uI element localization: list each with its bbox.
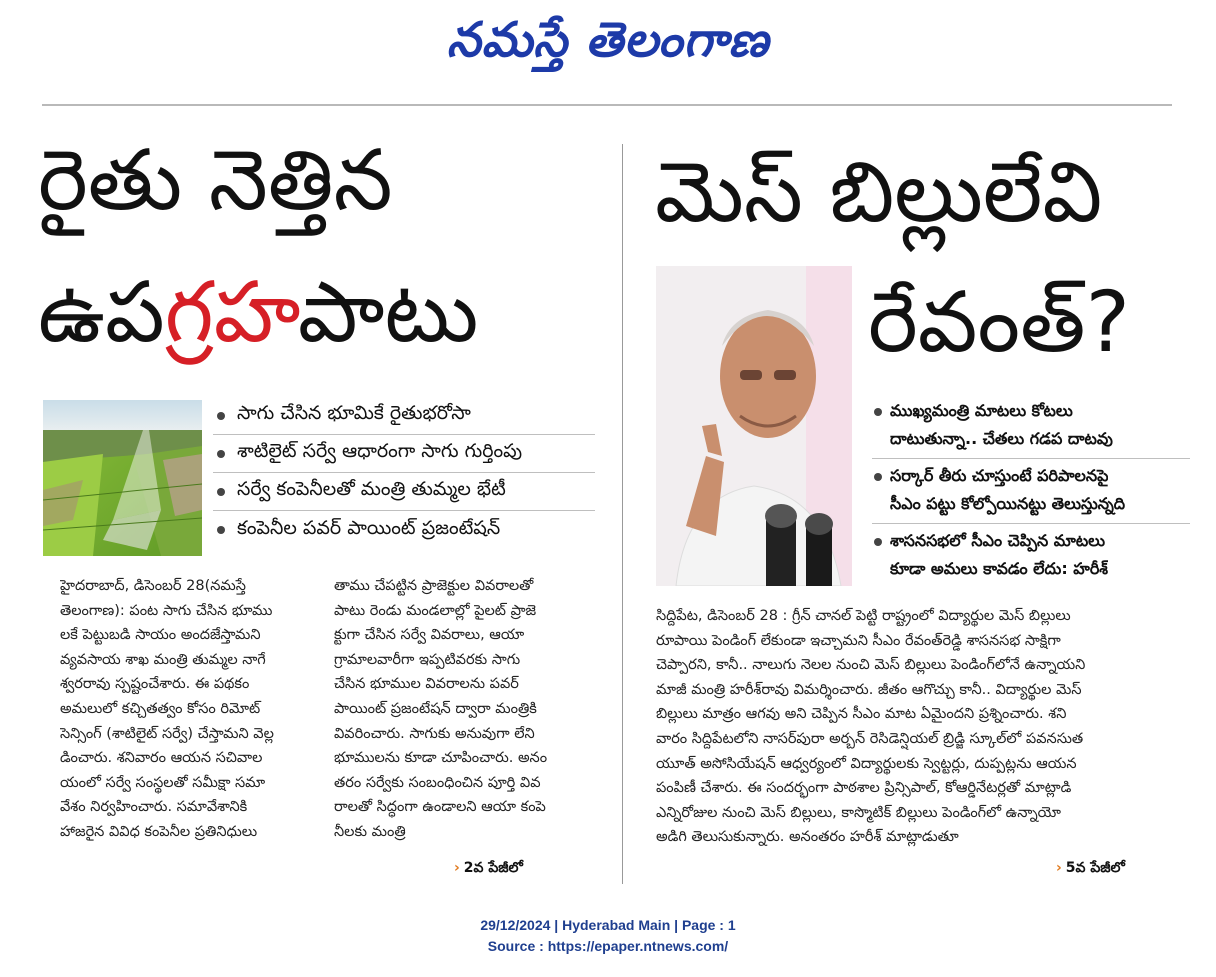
continued-page-2-link[interactable]: › 2వ పేజీలో: [454, 860, 523, 876]
bullet-icon: [874, 538, 882, 546]
speaker-photo: [656, 266, 852, 586]
text-line: సెన్సింగ్ (శాటిలైట్ సర్వే) చేస్తామని వెల్ల: [60, 725, 274, 742]
text-line: అమలులో కచ్చితత్వం కోసం రిమోట్: [60, 700, 261, 717]
left-story-column-2: [334, 574, 609, 845]
text-line: రూపాయి పెండింగ్ లేకుండా ఇచ్చామని సీఎం రేవంత్‌రెడ్డి శాసనసభ సాక్షిగా: [656, 632, 1061, 649]
text-line: పాయింట్ ప్రజంటేషన్ ద్వారా మంత్రికి: [334, 700, 537, 717]
bullet-icon: [217, 526, 225, 534]
right-bullet-list: [872, 394, 1190, 588]
left-headline-line1: రైతు నెత్తిన: [38, 131, 393, 229]
list-item: సర్వే కంపెనీలతో మంత్రి తుమ్మల భేటీ: [213, 473, 595, 511]
masthead-logo: నమస్తే తెలంగాణ: [446, 12, 770, 68]
text-line: హాజరైన వివిధ కంపెనీల ప్రతినిధులు: [60, 823, 258, 840]
continued-page-5-link[interactable]: › 5వ పేజీలో: [1056, 860, 1125, 876]
text-line: యంలో సర్వే సంస్థలతో సమీక్షా సమా: [60, 774, 266, 791]
bullet-icon: [874, 408, 882, 416]
list-item: ముఖ్యమంత్రి మాటలు కోటలు దాటుతున్నా.. చేతలు గడప దాటవు: [872, 394, 1190, 459]
text-line: పంపిణీ చేశారు. ఈ సందర్భంగా పాఠశాల ప్రిన్సిపాల్, కోఆర్డినేటర్లతో మాట్లాడి: [656, 780, 1072, 797]
chevron-right-icon: ›: [454, 860, 460, 876]
text-line: యూత్ అసోసియేషన్ ఆధ్వర్యంలో విద్యార్థులకు స్వెట్టర్లు, దుప్పట్లను ఆయన: [656, 755, 1077, 772]
text-line: మాజీ మంత్రి హరీశ్‌రావు విమర్శించారు. జీతం ఆగొచ్చు కానీ.. విద్యార్థుల మెస్: [656, 681, 1082, 698]
text-line: అడిగి తెలుసుకున్నారు. అనంతరం హరీశ్ మాట్లాడుతూ: [656, 829, 959, 846]
text-line: హైదరాబాద్, డిసెంబర్ 28(నమస్తే: [60, 578, 246, 594]
left-headline-line2: [38, 263, 479, 361]
right-story-body: [656, 604, 1184, 850]
chevron-right-icon: ›: [1056, 860, 1062, 876]
page-info-footer: 29/12/2024 | Hyderabad Main | Page : 1: [480, 917, 736, 933]
left-headline-accent: గ్రహ: [164, 263, 298, 361]
text-line: భూములను కూడా చూపించారు. అనం: [334, 750, 548, 767]
text-line: నీలకు మంత్రి: [334, 823, 406, 840]
right-headline-line1: మెస్ బిల్లులేవి: [655, 143, 1103, 241]
text-line: చెప్పారని, కానీ.. నాలుగు నెలల నుంచి మెస్ బిల్లులు పెండింగ్‌లోనే ఉన్నాయని: [656, 657, 1086, 674]
left-story-column-1: [60, 574, 315, 845]
text-line: పాటు రెండు మండలాల్లో పైలట్ ప్రాజె: [334, 602, 537, 619]
masthead-divider: [42, 104, 1172, 106]
bullet-icon: [217, 450, 225, 458]
text-line: క్టుగా చేసిన సర్వే వివరాలు, ఆయా: [334, 627, 525, 644]
list-item: శాటిలైట్ సర్వే ఆధారంగా సాగు గుర్తింపు: [213, 435, 595, 473]
right-headline-line2: రేవంత్?: [868, 273, 1131, 371]
column-divider: [622, 144, 623, 884]
text-line: వివరించారు. సాగుకు అనువుగా లేని: [334, 725, 535, 742]
text-line: గ్రామాలవారీగా ఇప్పటివరకు సాగు: [334, 651, 521, 668]
text-line: తాము చేపట్టిన ప్రాజెక్టుల వివరాలతో: [334, 578, 534, 594]
list-item: శాసనసభలో సీఎం చెప్పిన మాటలు కూడా అమలు కావడం లేదు: హరీశ్: [872, 524, 1190, 588]
text-line: వ్యవసాయ శాఖ మంత్రి తుమ్మల నాగే: [60, 651, 266, 668]
list-item: కంపెనీల పవర్ పాయింట్ ప్రజంటేషన్: [213, 511, 595, 549]
text-line: వేశం నిర్వహించారు. సమావేశానికి: [60, 799, 248, 816]
left-bullet-list: [213, 397, 595, 549]
left-headline-part-start: ఉప: [38, 263, 165, 361]
text-line: వారం సిద్దిపేటలోని నాసర్‌పురా అర్బన్ రెసిడెన్షియల్ బ్రిడ్జి స్కూల్‌లో పవనసుత: [656, 730, 1084, 747]
bullet-icon: [217, 412, 225, 420]
bullet-icon: [874, 473, 882, 481]
bullet-icon: [217, 488, 225, 496]
text-line: చేసిన భూముల వివరాలను పవర్: [334, 676, 519, 693]
text-line: ఎన్నిరోజుల నుంచి మెస్ బిల్లులు, కాస్మొటిక్ బిల్లులు పెండింగ్‌లో ఉన్నాయో: [656, 804, 1061, 821]
list-item: సర్కార్ తీరు చూస్తుంటే పరిపాలనపై సీఎం పట్టు కోల్పోయినట్టు తెలుస్తున్నది: [872, 459, 1190, 524]
text-line: డించారు. శనివారం ఆయన సచివాల: [60, 750, 263, 767]
text-line: లకే పెట్టుబడి సాయం అందజేస్తామని: [60, 627, 261, 644]
farmland-aerial-photo: [43, 400, 202, 556]
text-line: శ్వరరావు స్పష్టంచేశారు. ఈ పథకం: [60, 676, 250, 693]
text-line: రాలతో సిద్ధంగా ఉండాలని ఆయా కంపె: [334, 799, 546, 816]
text-line: తెలంగాణ): పంట సాగు చేసిన భూము: [60, 602, 273, 619]
list-item: సాగు చేసిన భూమికే రైతుభరోసా: [213, 397, 595, 435]
text-line: తరం సర్వేకు సంబంధించిన పూర్తి వివ: [334, 774, 541, 791]
text-line: సిద్దిపేట, డిసెంబర్ 28 : గ్రీన్ చానల్ పెట్టి రాష్ట్రంలో విద్యార్థుల మెస్ బిల్లులు: [656, 608, 1071, 624]
source-link[interactable]: Source : https://epaper.ntnews.com/: [487, 938, 729, 954]
text-line: బిల్లులు మాత్రం ఆగవు అని చెప్పిన సీఎం మాట ఏమైందని ప్రశ్నించారు. శని: [656, 706, 1067, 723]
left-headline-part-end: పాటు: [297, 263, 479, 361]
